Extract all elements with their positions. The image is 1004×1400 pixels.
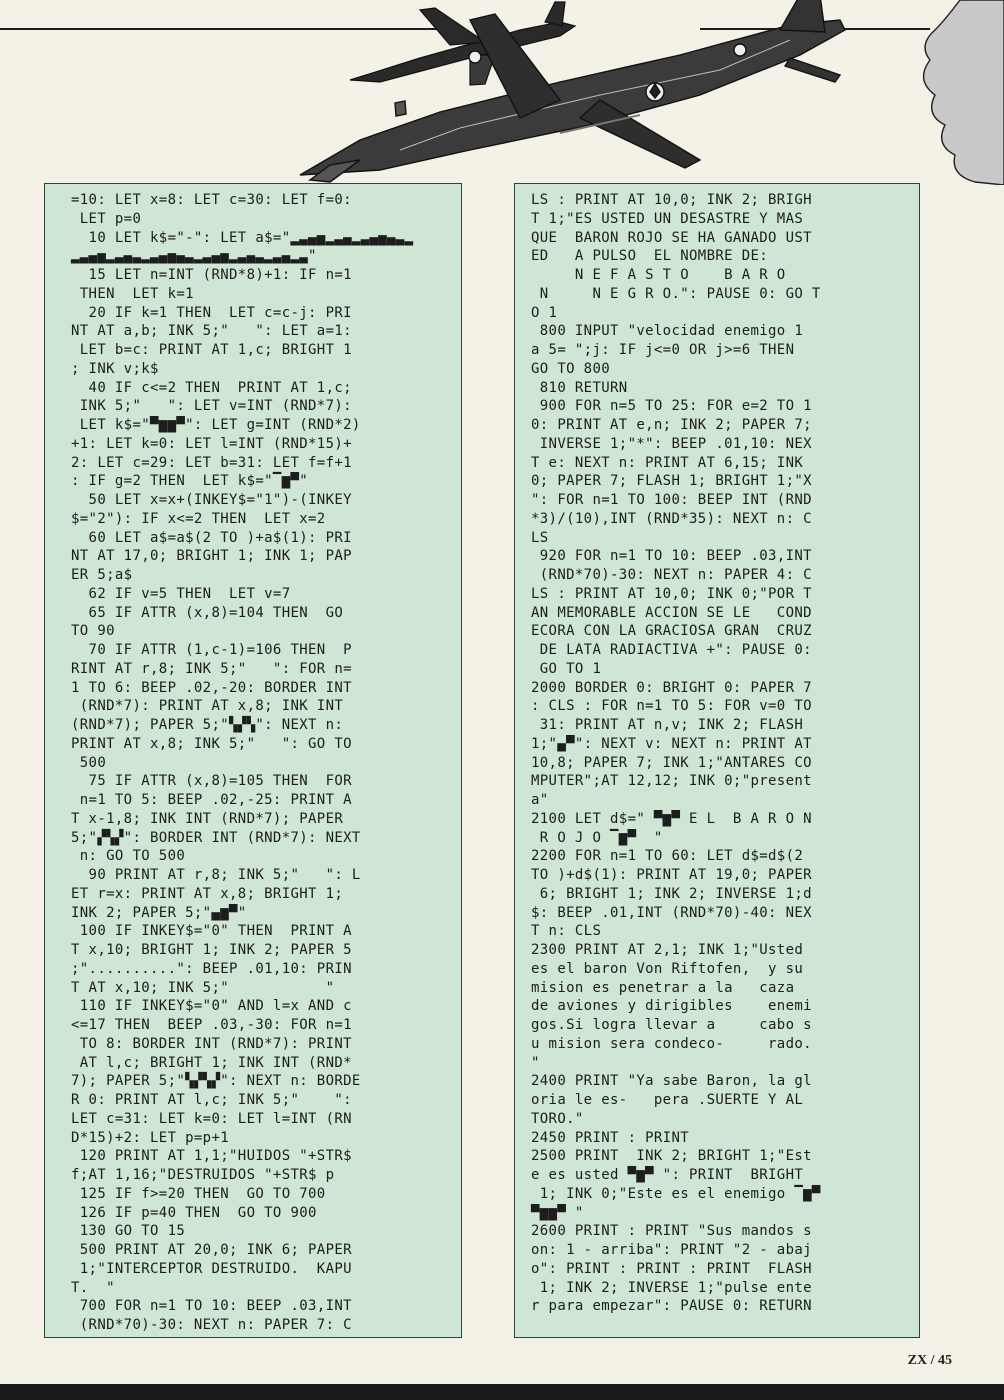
page-number: ZX / 45: [907, 1353, 952, 1368]
code-panel-right: [514, 183, 920, 1338]
basic-listing-right: LS : PRINT AT 10,0; INK 2; BRIGH T 1;"ES USTED UN DESASTRE Y MAS QUE BARON ROJO SE HA GANADO UST ED A PULSO EL NOMBRE DE: N E F A S T O B A R O N N E G R O.": PAUSE 0: GO T O 1 800 INPUT "velocidad enemigo 1 a 5= ";j: IF j<=0 OR j>=6 THEN GO TO 800 810 RETURN 900 FOR n=5 TO 25: FOR e=2 TO 1 0: PRINT AT e,n; INK 2; PAPER 7; INVERSE 1;"*": BEEP .01,10: NEX T e: NEXT n: PRINT AT 6,15; INK 0; PAPER 7; FLASH 1; BRIGHT 1;"X ": FOR n=1 TO 100: BEEP INT (RND *3)/(10),INT (RND*35): NEXT n: C LS 920 FOR n=1 TO 10: BEEP .03,INT (RND*70)-30: NEXT n: PAPER 4: C LS : PRINT AT 10,0; INK 0;"POR T AN MEMORABLE ACCION SE LE COND ECORA CON LA GRACIOSA GRAN CRUZ DE LATA RADIACTIVA +": PAUSE 0: GO TO 1 2000 BORDER 0: BRIGHT 0: PAPER 7 : CLS : FOR n=1 TO 5: FOR v=0 TO 31: PRINT AT n,v; INK 2; FLASH 1;"▄▀": NEXT v: NEXT n: PRINT AT 10,8; PAPER 7; INK 1;"ANTARES CO MPUTER";AT 12,12; INK 0;"present a" 2100 LET d$=" ▀▆▀ E L B A R O N R O J O ▔▆▀ " 2200 FOR n=1 TO 60: LET d$=d$(2 TO )+d$(1): PRINT AT 19,0; PAPER 6; BRIGHT 1; INK 2; INVERSE 1;d $: BEEP .01,INT (RND*70)-40: NEX T n: CLS 2300 PRINT AT 2,1; INK 1;"Usted es el baron Von Riftofen, y su mision es penetrar a la caza de aviones y dirigibles enemi gos.Si logra llevar a cabo s u mision sera condeco- rado. " 2400 PRINT "Ya sabe Baron, la gl oria le es- pera .SUERTE Y AL TORO." 2450 PRINT : PRINT 2500 PRINT INK 2; BRIGHT 1;"Est e es usted ▀▆▀ ": PRINT BRIGHT 1; INK 0;"Este es el enemigo ▔▆▀ ▀▆▆▀ " 2600 PRINT : PRINT "Sus mandos s on: 1 - arriba": PRINT "2 - abaj o": PRINT : PRINT : PRINT FLASH 1; INK 2; INVERSE 1;"pulse ente r para empezar": PAUSE 0: RETURN: [531, 192, 821, 1315]
bottom-border-band: [0, 1384, 1004, 1400]
bomber-planes-illustration: [0, 0, 1004, 185]
basic-listing-left: =10: LET x=8: LET c=30: LET f=0: LET p=0 10 LET k$="-": LET a$="▂▃▄▅▂▃▄▂▃▄▅▄▃▂ ▂▃▄▅▂▃▄▃▂▃▄▅▄▃▂▃▄▅▂▃▄▃▂▃▄▂▃" 15 LET n=INT (RND*8)+1: IF n=1 THEN LET k=1 20 IF k=1 THEN LET c=c-j: PRI NT AT a,b; INK 5;" ": LET a=1: LET b=c: PRINT AT 1,c; BRIGHT 1 ; INK v;k$ 40 IF c<=2 THEN PRINT AT 1,c; INK 5;" ": LET v=INT (RND*7): LET k$="▀▆▆▀": LET g=INT (RND*2) +1: LET k=0: LET l=INT (RND*15)+ 2: LET c=29: LET b=31: LET f=f+1 : IF g=2 THEN LET k$="▔▆▀" 50 LET x=x+(INKEY$="1")-(INKEY $="2"): IF x<=2 THEN LET x=2 60 LET a$=a$(2 TO )+a$(1): PRI NT AT 17,0; BRIGHT 1; INK 1; PAP ER 5;a$ 62 IF v=5 THEN LET v=7 65 IF ATTR (x,8)=104 THEN GO TO 90 70 IF ATTR (1,c-1)=106 THEN P RINT AT r,8; INK 5;" ": FOR n= 1 TO 6: BEEP .02,-20: BORDER INT (RND*7): PRINT AT x,8; INK INT (RND*7); PAPER 5;"▚▞▚": NEXT n: PRINT AT x,8; INK 5;" ": GO TO 500 75 IF ATTR (x,8)=105 THEN FOR n=1 TO 5: BEEP .02,-25: PRINT A T x-1,8; INK INT (RND*7); PAPER 5;"▞▚▞": BORDER INT (RND*7): NEXT n: GO TO 500 90 PRINT AT r,8; INK 5;" ": L ET r=x: PRINT AT x,8; BRIGHT 1; INK 2; PAPER 5;"▄▆▀" 100 IF INKEY$="0" THEN PRINT A T x,10; BRIGHT 1; INK 2; PAPER 5 ;"..........": BEEP .01,10: PRIN T AT x,10; INK 5;" " 110 IF INKEY$="0" AND l=x AND c <=17 THEN BEEP .03,-30: FOR n=1 TO 8: BORDER INT (RND*7): PRINT AT l,c; BRIGHT 1; INK INT (RND* 7); PAPER 5;"▚▞▚▞": NEXT n: BORDE R 0: PRINT AT l,c; INK 5;" ": LET c=31: LET k=0: LET l=INT (RN D*15)+2: LET p=p+1 120 PRINT AT 1,1;"HUIDOS "+STR$ f;AT 1,16;"DESTRUIDOS "+STR$ p 125 IF f>=20 THEN GO TO 700 126 IF p=40 THEN GO TO 900 130 GO TO 15 500 PRINT AT 20,0; INK 6; PAPER 1;"INTERCEPTOR DESTRUIDO. KAPU T. " 700 FOR n=1 TO 10: BEEP .03,INT (RND*70)-30: NEXT n: PAPER 7: C: [71, 192, 414, 1333]
smoke-cloud-icon: [924, 0, 1004, 185]
code-panel-left: [44, 183, 462, 1338]
small-plane-icon: [350, 2, 575, 85]
